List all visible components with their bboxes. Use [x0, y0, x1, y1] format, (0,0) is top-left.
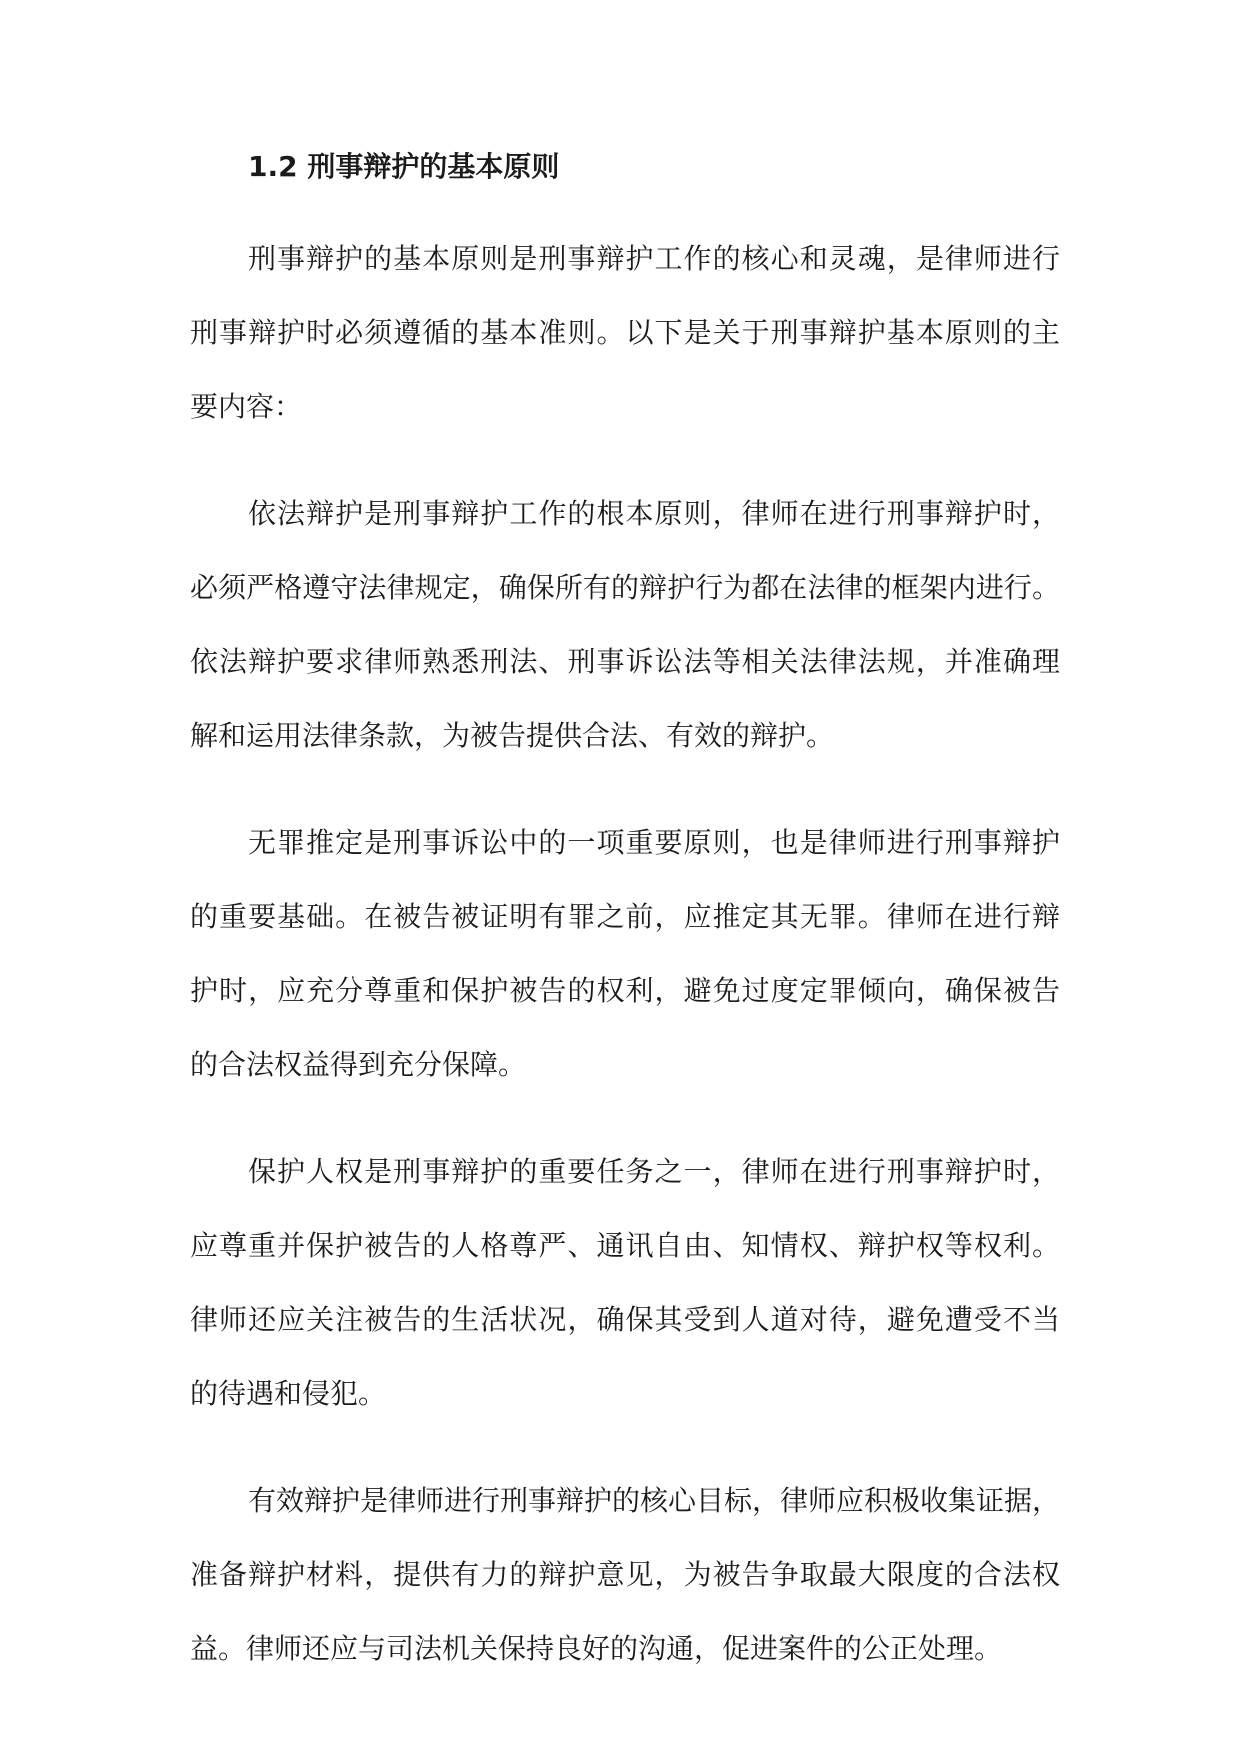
paragraph-line: 律师还应关注被告的生活状况，确保其受到人道对待，避免遭受不当 [190, 1303, 1060, 1336]
paragraph-line: 依法辩护是刑事辩护工作的根本原则，律师在进行刑事辩护时， [248, 497, 1060, 530]
paragraph-intro [190, 222, 1060, 444]
paragraph-line: 刑事辩护的基本原则是刑事辩护工作的核心和灵魂，是律师进行 [248, 242, 1060, 275]
paragraph-line: 保护人权是刑事辩护的重要任务之一，律师在进行刑事辩护时， [248, 1155, 1060, 1188]
paragraph-line: 刑事辩护时必须遵循的基本准则。以下是关于刑事辩护基本原则的主 [190, 316, 1060, 349]
paragraph-line: 的待遇和侵犯。 [190, 1377, 387, 1410]
paragraph-line: 护时，应充分尊重和保护被告的权利，避免过度定罪倾向，确保被告 [190, 974, 1060, 1007]
paragraph-line: 益。律师还应与司法机关保持良好的沟通，促进案件的公正处理。 [190, 1632, 1003, 1665]
paragraph-line: 解和运用法律条款，为被告提供合法、有效的辩护。 [190, 719, 835, 752]
paragraph-effective-defense [190, 1464, 1060, 1686]
paragraph-line: 要内容： [190, 390, 303, 423]
paragraph-line: 应尊重并保护被告的人格尊严、通讯自由、知情权、辩护权等权利。 [190, 1229, 1060, 1262]
paragraph-line: 准备辩护材料，提供有力的辩护意见，为被告争取最大限度的合法权 [190, 1558, 1060, 1591]
paragraph-line: 的合法权益得到充分保障。 [190, 1048, 527, 1081]
paragraph-presumption-of-innocence [190, 806, 1060, 1102]
paragraph-line: 有效辩护是律师进行刑事辩护的核心目标，律师应积极收集证据， [248, 1484, 1061, 1517]
paragraph-human-rights [190, 1135, 1060, 1431]
paragraph-line: 的重要基础。在被告被证明有罪之前，应推定其无罪。律师在进行辩 [190, 900, 1060, 933]
paragraph-line: 依法辩护要求律师熟悉刑法、刑事诉讼法等相关法律法规，并准确理 [190, 645, 1060, 678]
paragraph-line: 无罪推定是刑事诉讼中的一项重要原则，也是律师进行刑事辩护 [248, 826, 1060, 859]
document-body [190, 145, 1060, 1686]
paragraph-lawful-defense [190, 477, 1060, 773]
paragraph-line: 必须严格遵守法律规定，确保所有的辩护行为都在法律的框架内进行。 [190, 571, 1060, 604]
section-heading: 1.2 刑事辩护的基本原则 [248, 150, 560, 183]
